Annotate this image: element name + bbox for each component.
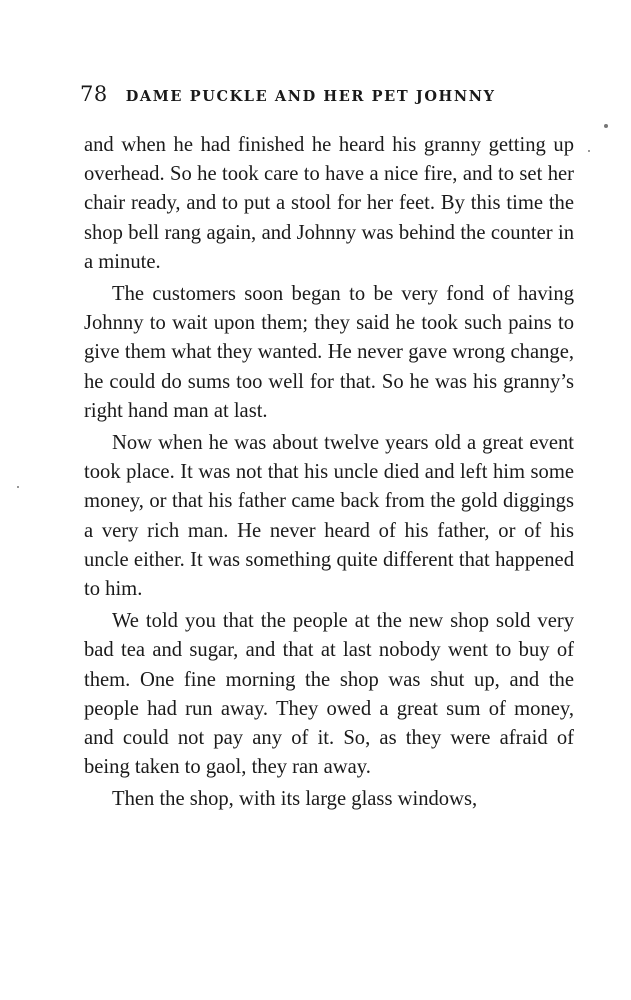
- body-text: [84, 131, 574, 818]
- page-number: 78: [80, 82, 108, 106]
- paragraph-4: We told you that the people at the new shop sold very bad tea and sugar, and that at last nobody went to buy of them. One fine morning the shop was shut up, and the people had run away. They owed a great sum of money, and could not pay any of it. So, as they were afraid of being taken to gaol, they ran away.: [84, 610, 574, 779]
- ink-speck: [588, 150, 590, 152]
- paragraph-5: Then the shop, with its large glass windows,: [112, 788, 478, 811]
- paragraph-3: Now when he was about twelve years old a great event took place. It was not that his uncle died and left him some money, or that his father came back from the gold diggings a very rich man. He never heard of his father, or of his uncle either. It was something quite different that happened to him.: [84, 432, 574, 601]
- ink-speck: [17, 486, 19, 488]
- paragraph-1: and when he had finished he heard his granny getting up overhead. So he took care to have a nice fire, and to set her chair ready, and to put a stool for her feet. By this time the shop bell rang again, and Johnny was behind the counter in a minute.: [84, 134, 574, 273]
- running-head: [80, 82, 580, 112]
- ink-speck: [604, 124, 608, 128]
- paragraph-2: The customers soon began to be very fond of having Johnny to wait upon them; they said he took such pains to give them what they wanted. He never gave wrong change, he could do sums too well for that. So he was his granny’s right hand man at last.: [84, 283, 574, 422]
- running-title: DAME PUCKLE AND HER PET JOHNNY: [125, 88, 496, 105]
